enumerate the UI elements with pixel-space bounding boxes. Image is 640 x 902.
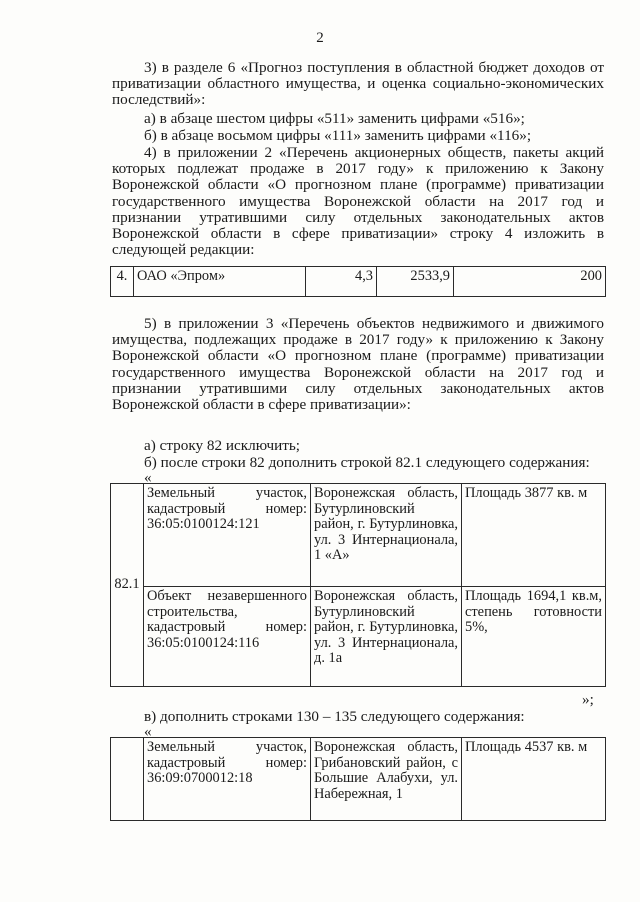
row82-address-2: Воронежская область, Бутурлиновский район, г. Бутурлиновка, ул. 3 Интернационала, д. 1а [311, 587, 462, 687]
paragraph-item-5: 5) в приложении 3 «Перечень объектов недвижимого и движимого имущества, подлежащих продаже в 2017 году» к приложению к Закону Воронежской области «О прогнозном плане (программе) приватизации государственного имущества Воронежской области на 2017 год и признании утратившими силу отдельных законодательных актов Воронежской области в сфере приватизации»: [112, 315, 604, 414]
row82-number: 82.1 [111, 484, 144, 687]
paragraph-item-3b: б) в абзаце восьмом цифры «111» заменить цифрами «116»; [144, 127, 532, 144]
row4-count: 200 [454, 267, 606, 297]
quote-open-1: « [144, 469, 152, 486]
row82-info-2: Площадь 1694,1 кв.м, степень готовности 5%, [462, 587, 606, 687]
table-row-4 [110, 266, 606, 297]
row4-amount: 2533,9 [377, 267, 454, 297]
page-number: 2 [316, 30, 324, 46]
paragraph-item-4: 4) в приложении 2 «Перечень акционерных обществ, пакеты акций которых подлежат продаже в 2017 году» к приложению к Закону Воронежской области «О прогнозном плане (программе) приватизации государственного имущества Воронежской области на 2017 год и признании утратившими силу отдельных законодательных актов Воронежской области в сфере приватизации» строку 4 изложить в следующей редакции: [112, 144, 604, 259]
row4-number: 4. [111, 267, 134, 297]
row82-object-1: Земельный участок, кадастровый номер: 36:05:0100124:121 [144, 484, 311, 587]
row82-address-1: Воронежская область, Бутурлиновский район, г. Бутурлиновка, ул. 3 Интернационала, 1 «А» [311, 484, 462, 587]
quote-close: »; [582, 691, 594, 708]
row4-share: 4,3 [306, 267, 377, 297]
row82-info-1: Площадь 3877 кв. м [462, 484, 606, 587]
row130-number [111, 738, 144, 821]
paragraph-item-5v: в) дополнить строками 130 – 135 следующего содержания: [144, 708, 525, 725]
row130-address: Воронежская область, Грибановский район, с Большие Алабухи, ул. Набережная, 1 [311, 738, 462, 821]
paragraph-item-5a: а) строку 82 исключить; [144, 437, 301, 454]
paragraph-item-5b: б) после строки 82 дополнить строкой 82.1 следующего содержания: [144, 454, 590, 471]
paragraph-item-3a: а) в абзаце шестом цифры «511» заменить цифрами «516»; [144, 110, 525, 127]
table-row-130 [110, 737, 606, 821]
row130-object: Земельный участок, кадастровый номер: 36:09:0700012:18 [144, 738, 311, 821]
row130-info: Площадь 4537 кв. м [462, 738, 606, 821]
paragraph-item-3: 3) в разделе 6 «Прогноз поступления в областной бюджет доходов от приватизации областного имущества, и оценка социально-экономических последствий»: [112, 59, 604, 109]
table-row-82-1 [110, 483, 606, 687]
row82-object-2: Объект незавершенного строительства, кадастровый номер: 36:05:0100124:116 [144, 587, 311, 687]
quote-open-2: « [144, 723, 152, 740]
row4-company-name: ОАО «Эпром» [134, 267, 306, 297]
